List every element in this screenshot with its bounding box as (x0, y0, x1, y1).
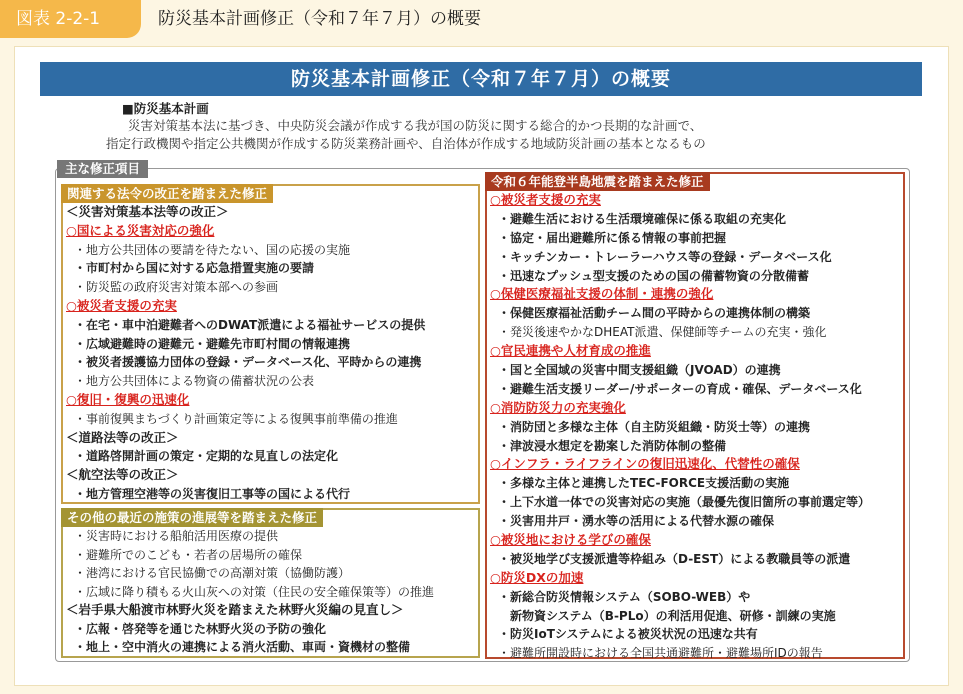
basic-plan-line-1: 災害対策基本法に基づき、中央防災会議が作成する我が国の防災に関する総合的かつ長期的な計画で、 (128, 118, 703, 133)
list-item: ・ 地方管理空港等の災害復旧工事等の国による代行 (66, 485, 478, 504)
recent-policy-list (66, 527, 478, 657)
list-item: ・ 市町村から国に対する応急措置実施の要請 (66, 259, 478, 278)
list-item: ・ 防災監の政府災害対策本部への参画 (66, 278, 478, 297)
list-item: ・ 防災IoTシステムによる被災状況の迅速な共有 (490, 625, 903, 644)
figure-header (0, 0, 963, 38)
list-item: ・ 被災者援護協力団体の登録・データベース化、平時からの連携 (66, 353, 478, 372)
list-item: ・ 国と全国域の災害中間支援組織（JVOAD）の連携 (490, 361, 903, 380)
list-item: ・ 発災後速やかなDHEAT派遣、保健師等チームの充実・強化 (490, 323, 903, 342)
list-item: ・ 広報・啓発等を通じた林野火災の予防の強化 (66, 620, 478, 639)
list-item: ・ 災害時における船舶活用医療の提供 (66, 527, 478, 546)
list-item: ・ 被災地学び支援派遣等枠組み（D-EST）による教職員等の派遣 (490, 550, 903, 569)
list-item: ・ 迅速なプッシュ型支援のための国の備蓄物資の分散備蓄 (490, 267, 903, 286)
item-heading: ○消防防災力の充実強化 (490, 399, 626, 415)
noto-earthquake-tag: 令和６年能登半島地震を踏まえた修正 (485, 172, 710, 191)
noto-earthquake-list (490, 191, 903, 663)
list-item: ・ 新総合防災情報システム（SOBO-WEB）や (490, 588, 903, 607)
list-item: ・ 地方公共団体の要請を待たない、国の応援の実施 (66, 241, 478, 260)
list-item: ・ 地上・空中消火の連携による消火活動、車両・資機材の整備 (66, 638, 478, 657)
law-revision-list (66, 203, 478, 504)
list-item: ・ 地方公共団体による物資の備蓄状況の公表 (66, 372, 478, 391)
overview-banner: 防災基本計画修正（令和７年７月）の概要 (40, 62, 922, 96)
list-item: ・ 避難生活支援リーダー/サポーターの育成・確保、データベース化 (490, 380, 903, 399)
recent-policy-tag: その他の最近の施策の進展等を踏まえた修正 (61, 508, 323, 527)
list-item: ・ 道路啓開計画の策定・定期的な見直しの法定化 (66, 447, 478, 466)
item-heading: ○被災者支援の充実 (490, 192, 601, 207)
basic-plan-line-2: 指定行政機関や指定公共機関が作成する防災業務計画や、自治体が作成する地域防災計画の基本となるもの (106, 136, 706, 151)
list-item: ・ 避難生活における生活環境確保に係る取組の充実化 (490, 210, 903, 229)
figure-title: 防災基本計画修正（令和７年７月）の概要 (158, 9, 481, 29)
item-heading: ○復旧・復興の迅速化 (66, 391, 190, 407)
list-item: ・ キッチンカー・トレーラーハウス等の登録・データベース化 (490, 248, 903, 267)
subsection-heading: ＜災害対策基本法等の改正＞ (66, 204, 229, 219)
list-item-continuation: 新物資システム（B-PLo）の利活用促進、研修・訓練の実施 (510, 608, 836, 623)
list-item: ・ 多様な主体と連携したTEC-FORCE支援活動の実施 (490, 474, 903, 493)
list-item: ・ 消防団と多様な主体（自主防災組織・防災士等）の連携 (490, 418, 903, 437)
subsection-heading: ＜道路法等の改正＞ (66, 429, 179, 445)
list-item: ・ 避難所開設時における全国共通避難所・避難場所IDの報告 (490, 644, 903, 663)
list-item: ・ 広域避難時の避難元・避難先市町村間の情報連携 (66, 335, 478, 354)
basic-plan-description (106, 117, 886, 153)
main-revision-label: 主な修正項目 (57, 160, 148, 178)
list-item: ・ 津波浸水想定を勘案した消防体制の整備 (490, 437, 903, 456)
item-heading: ○官民連携や人材育成の推進 (490, 343, 651, 359)
item-heading: ○被災地における学びの確保 (490, 532, 651, 548)
item-heading: ○保健医療福祉支援の体制・連携の強化 (490, 286, 714, 302)
law-revision-tag: 関連する法令の改正を踏まえた修正 (61, 184, 273, 203)
subsection-heading: ＜航空法等の改正＞ (66, 467, 179, 483)
item-heading: ○被災者支援の充実 (66, 297, 177, 313)
list-item: ・ 保健医療福祉活動チーム間の平時からの連携体制の構築 (490, 304, 903, 323)
figure-number-badge: 図表 2-2-1 (0, 0, 141, 38)
basic-plan-heading: ■防災基本計画 (122, 101, 209, 116)
list-item: ・ 港湾における官民協働での高潮対策（協働防護） (66, 564, 478, 583)
list-item: ・ 広域に降り積もる火山灰への対策（住民の安全確保策等）の推進 (66, 583, 478, 602)
list-item: ・ 在宅・車中泊避難者へのDWAT派遣による福祉サービスの提供 (66, 316, 478, 335)
list-item: ・ 事前復興まちづくり計画策定等による復興事前準備の推進 (66, 410, 478, 429)
item-heading: ○防災DXの加速 (490, 569, 584, 585)
list-item: ・ 災害用井戸・湧水等の活用による代替水源の確保 (490, 512, 903, 531)
item-heading: ○インフラ・ライフラインの復旧迅速化、代替性の確保 (490, 456, 800, 472)
subsection-heading: ＜岩手県大船渡市林野火災を踏まえた林野火災編の見直し＞ (66, 602, 404, 617)
item-heading: ○国による災害対応の強化 (66, 222, 215, 238)
list-item: ・ 上下水道一体での災害対応の実施（最優先復旧箇所の事前選定等） (490, 493, 903, 512)
list-item: ・ 協定・届出避難所に係る情報の事前把握 (490, 229, 903, 248)
list-item: ・ 避難所でのこども・若者の居場所の確保 (66, 546, 478, 565)
